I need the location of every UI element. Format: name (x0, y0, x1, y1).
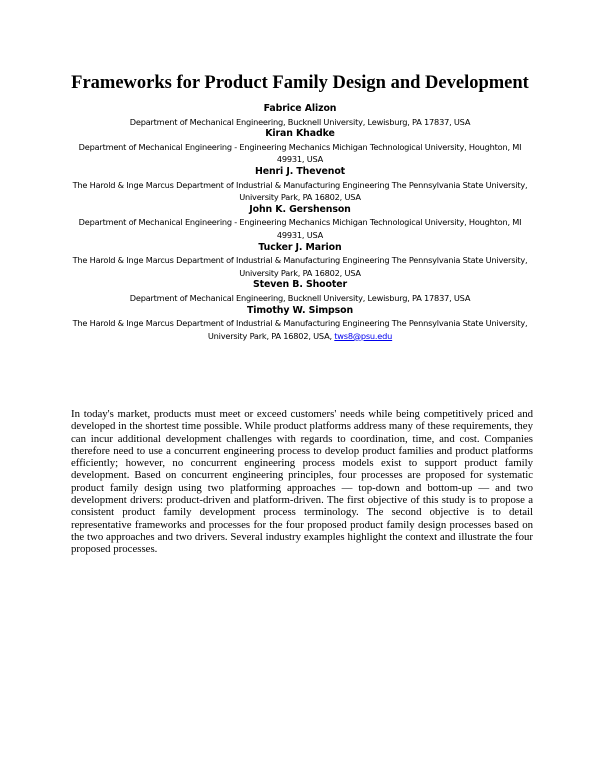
author-name: Steven B. Shooter (252, 279, 348, 291)
paper-title: Frameworks for Product Family Design and Development (71, 73, 529, 93)
author-email-link[interactable]: tws8@psu.edu (334, 330, 393, 341)
author-block (66, 103, 534, 128)
author-affiliation: Department of Mechanical Engineering - Engineering Mechanics Michigan Technological University, Houghton, MI 49931, USA (78, 141, 522, 165)
author-list (66, 103, 534, 342)
author-block (66, 242, 534, 280)
author-block (66, 279, 534, 304)
author-affiliation: The Harold & Inge Marcus Department of Industrial & Manufacturing Engineering The Pennsylvania State University, University Park, PA 16802, USA (72, 255, 528, 278)
author-name: Timothy W. Simpson (246, 304, 354, 316)
author-name: Henri J. Thevenot (254, 165, 346, 177)
author-name: Fabrice Alizon (263, 103, 337, 114)
abstract-text: In today's market, products must meet or exceed customers' needs while being competitively priced and developed in the shortest time possible. While product platforms address many of these requirements, they can incur additional development challenges with regards to coordination, time, and cost. Companies therefore need to use a concurrent engineering process to develop product families and product platforms efficiently; however, no concurrent engineering process models exist to support product family development. Based on concurrent engineering principles, four processes are proposed for systematic product family design using two platforming approaches — top-down and bottom-up — and two development drivers: product-driven and platform-driven. The first objective of this study is to propose a consistent product family development process terminology. The second objective is to detail representative frameworks and processes for the four proposed product family design processes based on the two approaches and two drivers. Several industry examples highlight the context and illustrate the four proposed processes. (71, 408, 533, 556)
author-block (66, 128, 534, 166)
author-name: Tucker J. Marion (258, 241, 342, 253)
author-affiliation-text: The Harold & Inge Marcus Department of Industrial & Manufacturing Engineering The Pennsylvania State University, University Park, PA 16802, USA, (72, 318, 528, 341)
author-name: Kiran Khadke (265, 128, 335, 140)
author-affiliation: The Harold & Inge Marcus Department of Industrial & Manufacturing Engineering The Pennsylvania State University, University Park, PA 16802, USA (72, 179, 528, 203)
author-block (66, 204, 534, 242)
author-name: John K. Gershenson (249, 203, 351, 215)
author-block (66, 166, 534, 204)
author-affiliation: Department of Mechanical Engineering - Engineering Mechanics Michigan Technological University, Houghton, MI 49931, USA (78, 217, 522, 240)
author-affiliation: Department of Mechanical Engineering, Bucknell University, Lewisburg, PA 17837, USA (129, 116, 471, 127)
author-affiliation (66, 317, 534, 342)
author-affiliation: Department of Mechanical Engineering, Bucknell University, Lewisburg, PA 17837, USA (129, 292, 471, 303)
author-block (66, 305, 534, 343)
